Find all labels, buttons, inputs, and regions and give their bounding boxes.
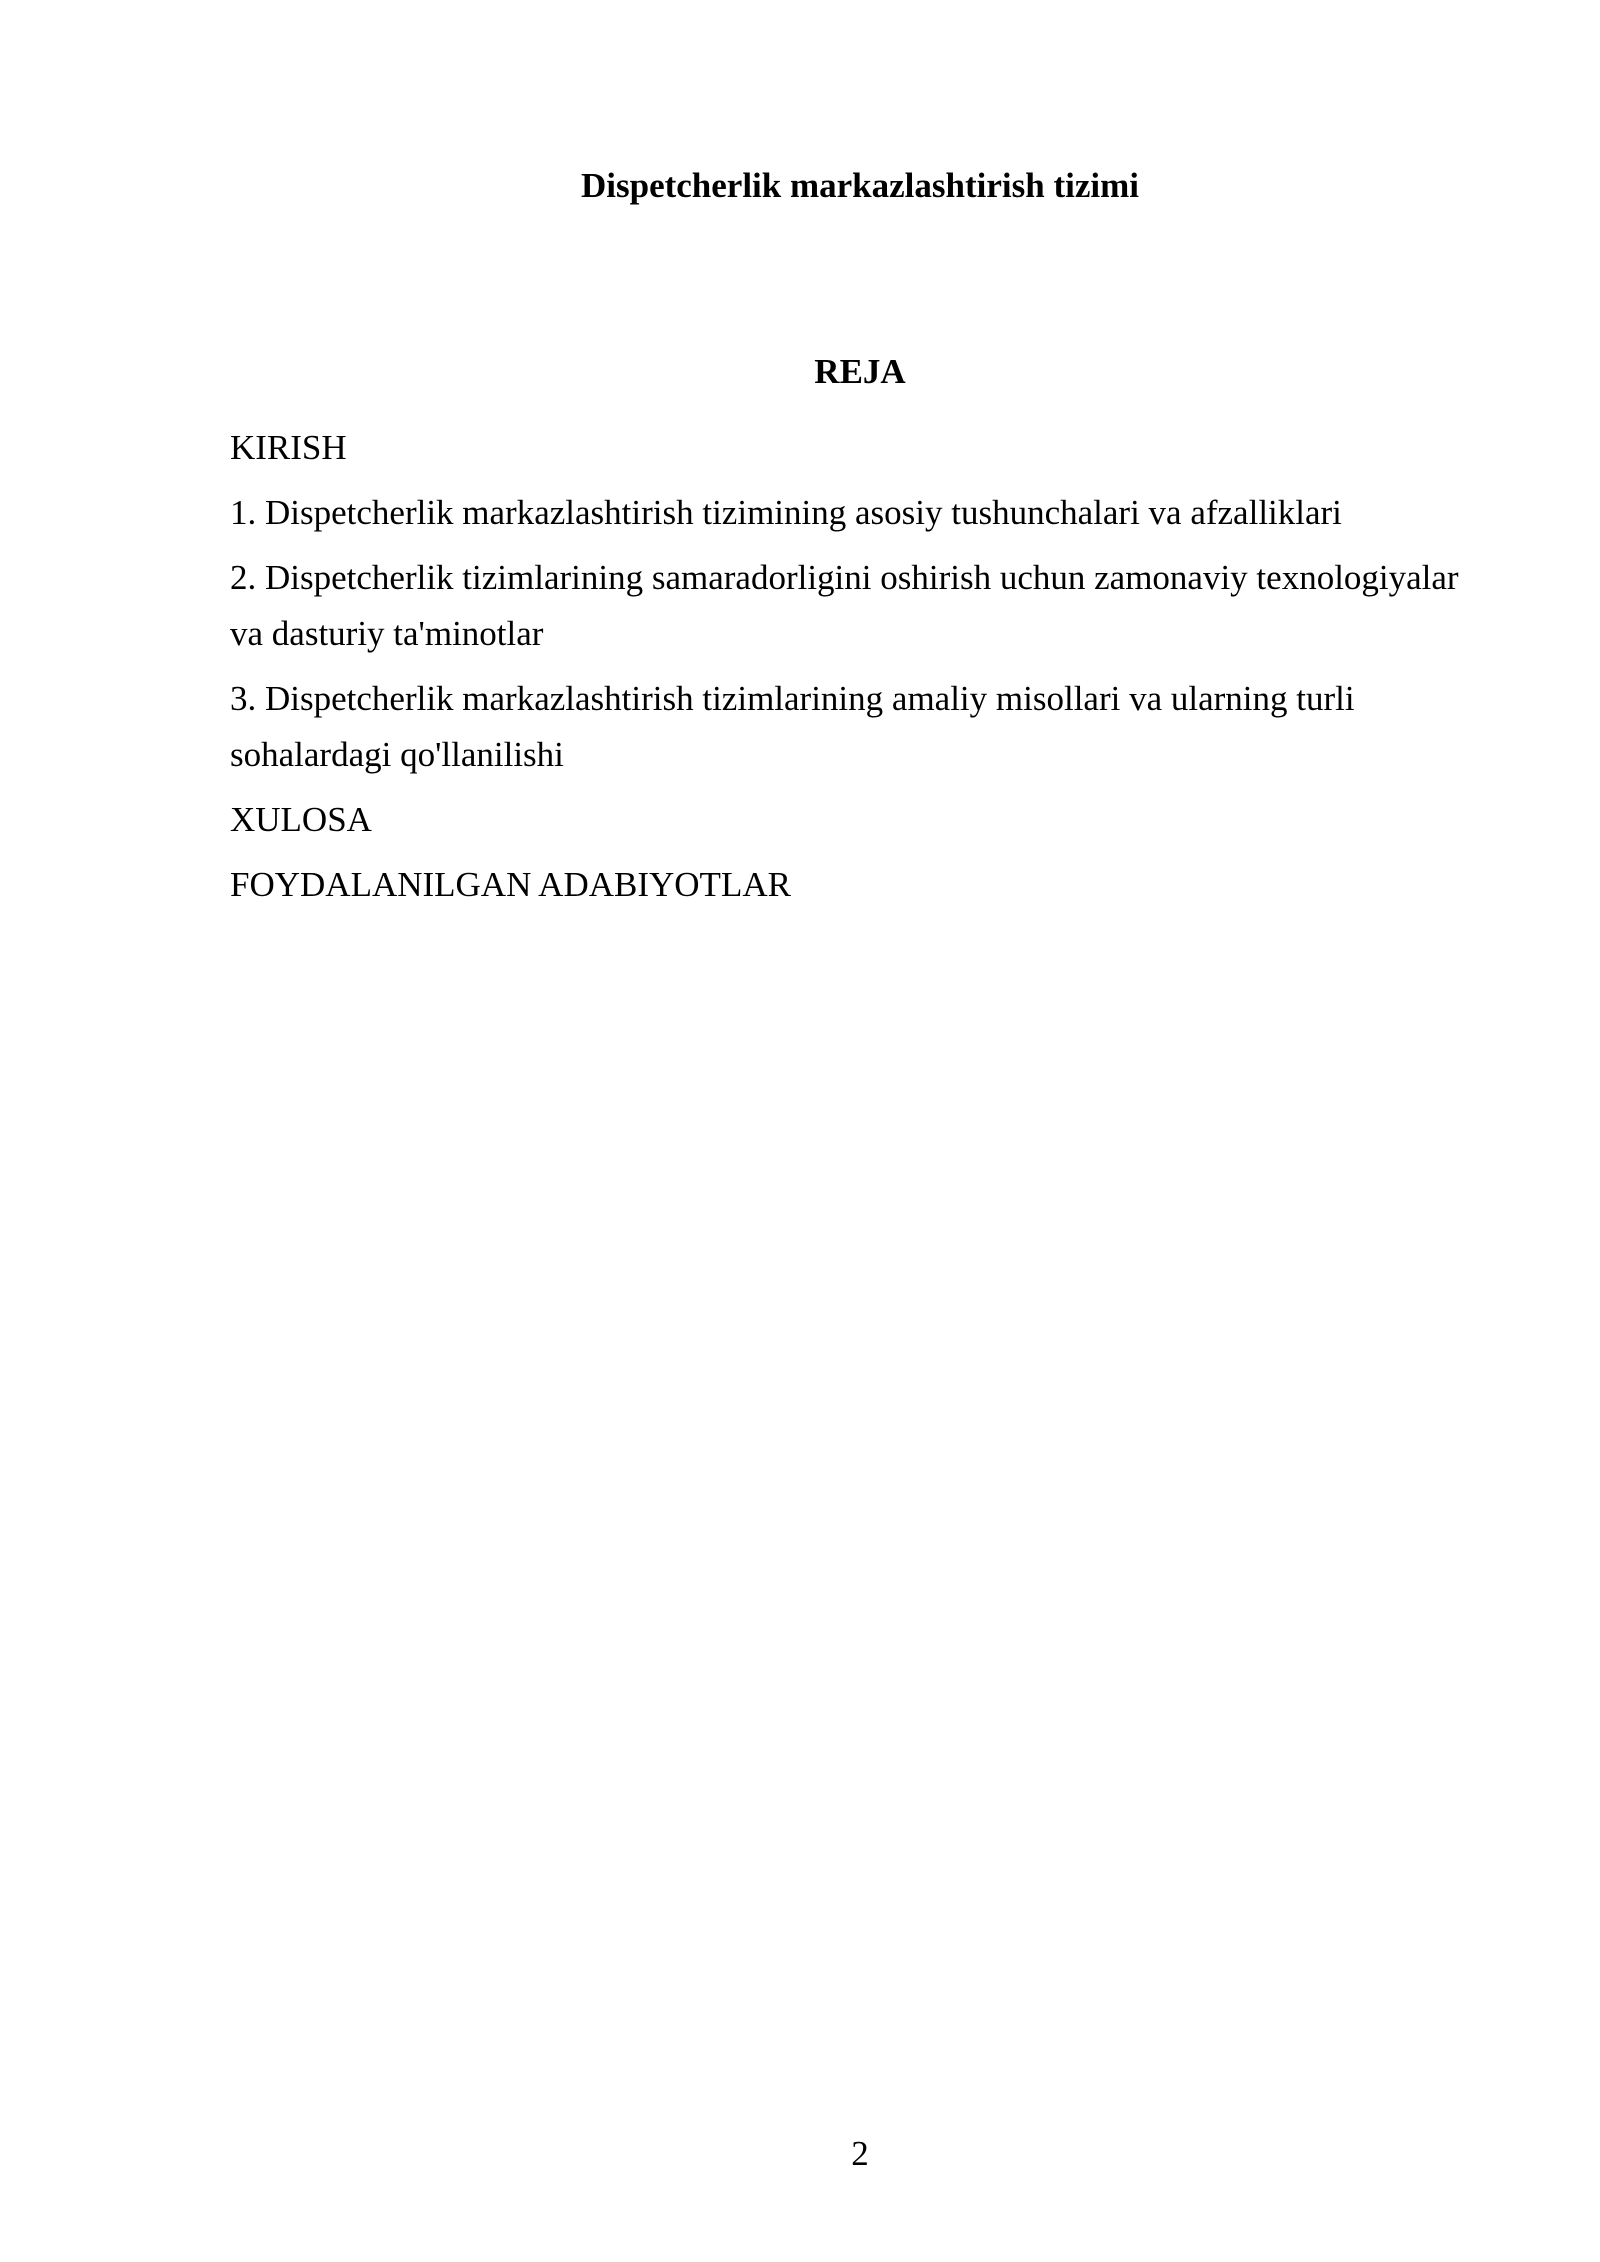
page-number: 2 — [851, 2134, 869, 2173]
plan-item-conclusion: XULOSA — [230, 800, 372, 839]
plan-item-references: FOYDALANILGAN ADABIYOTLAR — [230, 865, 791, 904]
plan-heading: REJA — [814, 352, 906, 391]
document-title: Dispetcherlik markazlashtirish tizimi — [580, 166, 1139, 205]
plan-item-introduction: KIRISH — [230, 428, 347, 467]
plan-item-3: 3. Dispetcherlik markazlashtirish tizimlarining amaliy misollari va ularning turli sohalardagi qo'llanilishi — [230, 679, 1355, 774]
plan-item-2: 2. Dispetcherlik tizimlarining samaradorligini oshirish uchun zamonaviy texnologiyalar va dasturiy ta'minotlar — [230, 558, 1459, 653]
plan-list — [230, 420, 1470, 922]
plan-item-1: 1. Dispetcherlik markazlashtirish tizimining asosiy tushunchalari va afzalliklari — [230, 493, 1342, 532]
